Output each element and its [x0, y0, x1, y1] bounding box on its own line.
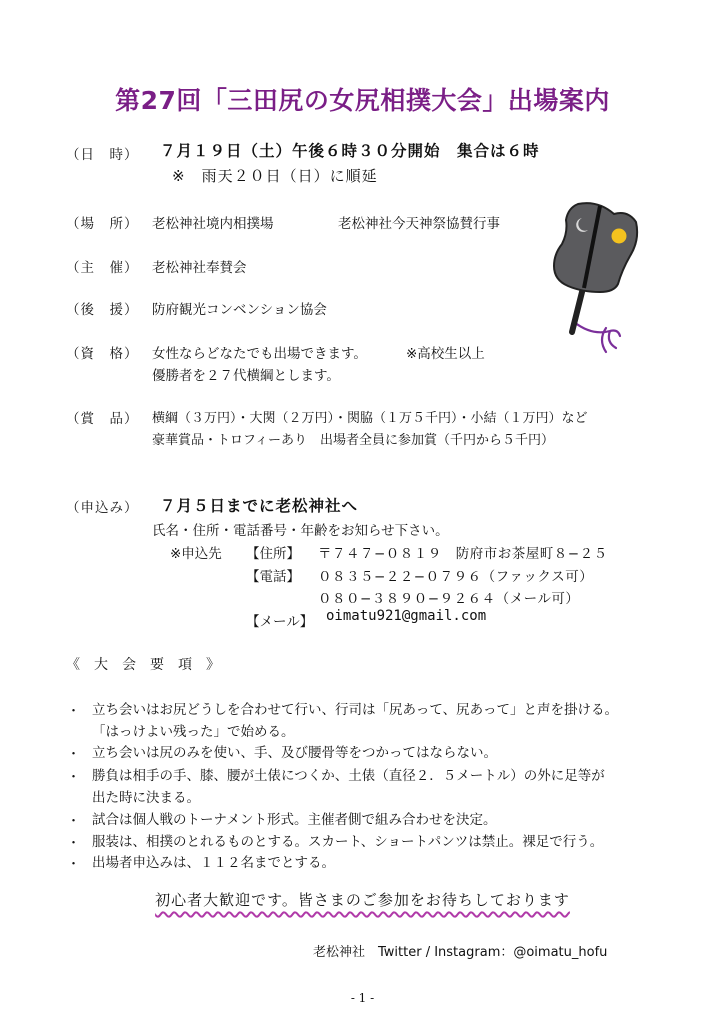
- mail-address[interactable]: oimatu921@gmail.com: [326, 608, 487, 624]
- closing-message: [0, 889, 725, 910]
- phone-mobile: ０８０−３８９０−９２６４（メール可）: [318, 591, 580, 607]
- schedule-rain: ※ 雨天２０日（日）に順延: [172, 167, 378, 185]
- eligibility-line2: 優勝者を２７代横綱とします。: [152, 368, 340, 384]
- prizes-line2: 豪華賞品・トロフィーあり 出場者全員に参加賞（千円から５千円）: [152, 433, 554, 448]
- address-value: 〒７４７−０８１９ 防府市お茶屋町８−２５: [318, 546, 608, 562]
- gunbai-body-icon: [554, 203, 637, 292]
- support-label: （後 援）: [66, 302, 139, 318]
- rules-heading: 《 大 会 要 項 》: [66, 657, 220, 673]
- prizes-label: （賞 品）: [66, 411, 139, 427]
- page-title: 第27回「三田尻の女尻相撲大会」出場案内: [115, 86, 610, 115]
- application-instruction: 氏名・住所・電話番号・年齢をお知らせ下さい。: [152, 523, 449, 539]
- rule-bullet: ・: [67, 747, 81, 762]
- rule-item: 勝負は相手の手、膝、腰が土俵につくか、土俵（直径２．５メートル）の外に足等が: [92, 768, 605, 784]
- rule-item-continuation: 「はっけよい残った」で始める。: [92, 724, 295, 740]
- venue-place: 老松神社境内相撲場: [152, 216, 274, 232]
- schedule-label: （日 時）: [66, 147, 139, 163]
- page-number: - 1 -: [350, 991, 375, 1005]
- closing-text: 初心者大歓迎です。皆さまのご参加をお待ちしております: [155, 891, 570, 909]
- rule-bullet: ・: [67, 836, 81, 851]
- gunbai-tassel-icon: [574, 322, 620, 352]
- rule-item-continuation: 出た時に決まる。: [92, 790, 200, 806]
- host-label: （主 催）: [66, 260, 139, 276]
- rule-item: 服装は、相撲のとれるものとする。スカート、ショートパンツは禁止。裸足で行う。: [92, 834, 604, 850]
- rule-item: 立ち会いはお尻どうしを合わせて行い、行司は「尻あって、尻あって」と声を掛ける。: [92, 702, 618, 718]
- application-label: （申込み）: [66, 500, 139, 516]
- venue-label: （場 所）: [66, 216, 139, 232]
- rule-bullet: ・: [67, 857, 81, 872]
- schedule-date: ７月１９日（土）午後６時３０分開始 集合は６時: [160, 142, 540, 160]
- phone-label: 【電話】: [246, 569, 300, 585]
- eligibility-label: （資 格）: [66, 346, 139, 362]
- venue-event: 老松神社今天神祭協賛行事: [338, 216, 500, 232]
- application-deadline: ７月５日までに老松神社へ: [160, 497, 359, 515]
- footer-sns: 老松神社 Twitter / Instagram：@oimatu_hofu: [313, 945, 608, 960]
- rule-bullet: ・: [67, 770, 81, 785]
- prizes-line1: 横綱（３万円）・大関（２万円）・関脇（１万５千円）・小結（１万円）など: [152, 411, 588, 426]
- support-value: 防府観光コンベンション協会: [152, 302, 327, 318]
- gunbai-fan-icon: [548, 200, 648, 365]
- eligibility-line1: 女性ならどなたでも出場できます。: [152, 346, 367, 362]
- phone-primary: ０８３５−２２−０７９６（ファックス可）: [318, 569, 594, 585]
- rule-item: 試合は個人戦のトーナメント形式。主催者側で組み合わせを決定。: [92, 812, 497, 828]
- mail-label: 【メール】: [246, 614, 314, 630]
- sun-icon: [612, 229, 627, 244]
- rule-bullet: ・: [67, 814, 81, 829]
- host-value: 老松神社奉賛会: [152, 260, 247, 276]
- application-contact-prefix: ※申込先: [170, 546, 222, 562]
- rule-item: 立ち会いは尻のみを使い、手、及び腰骨等をつかってはならない。: [92, 745, 497, 761]
- address-label: 【住所】: [246, 546, 300, 562]
- rule-bullet: ・: [67, 704, 81, 719]
- rule-item: 出場者申込みは、１１２名までとする。: [92, 855, 335, 871]
- eligibility-note: ※高校生以上: [406, 346, 485, 362]
